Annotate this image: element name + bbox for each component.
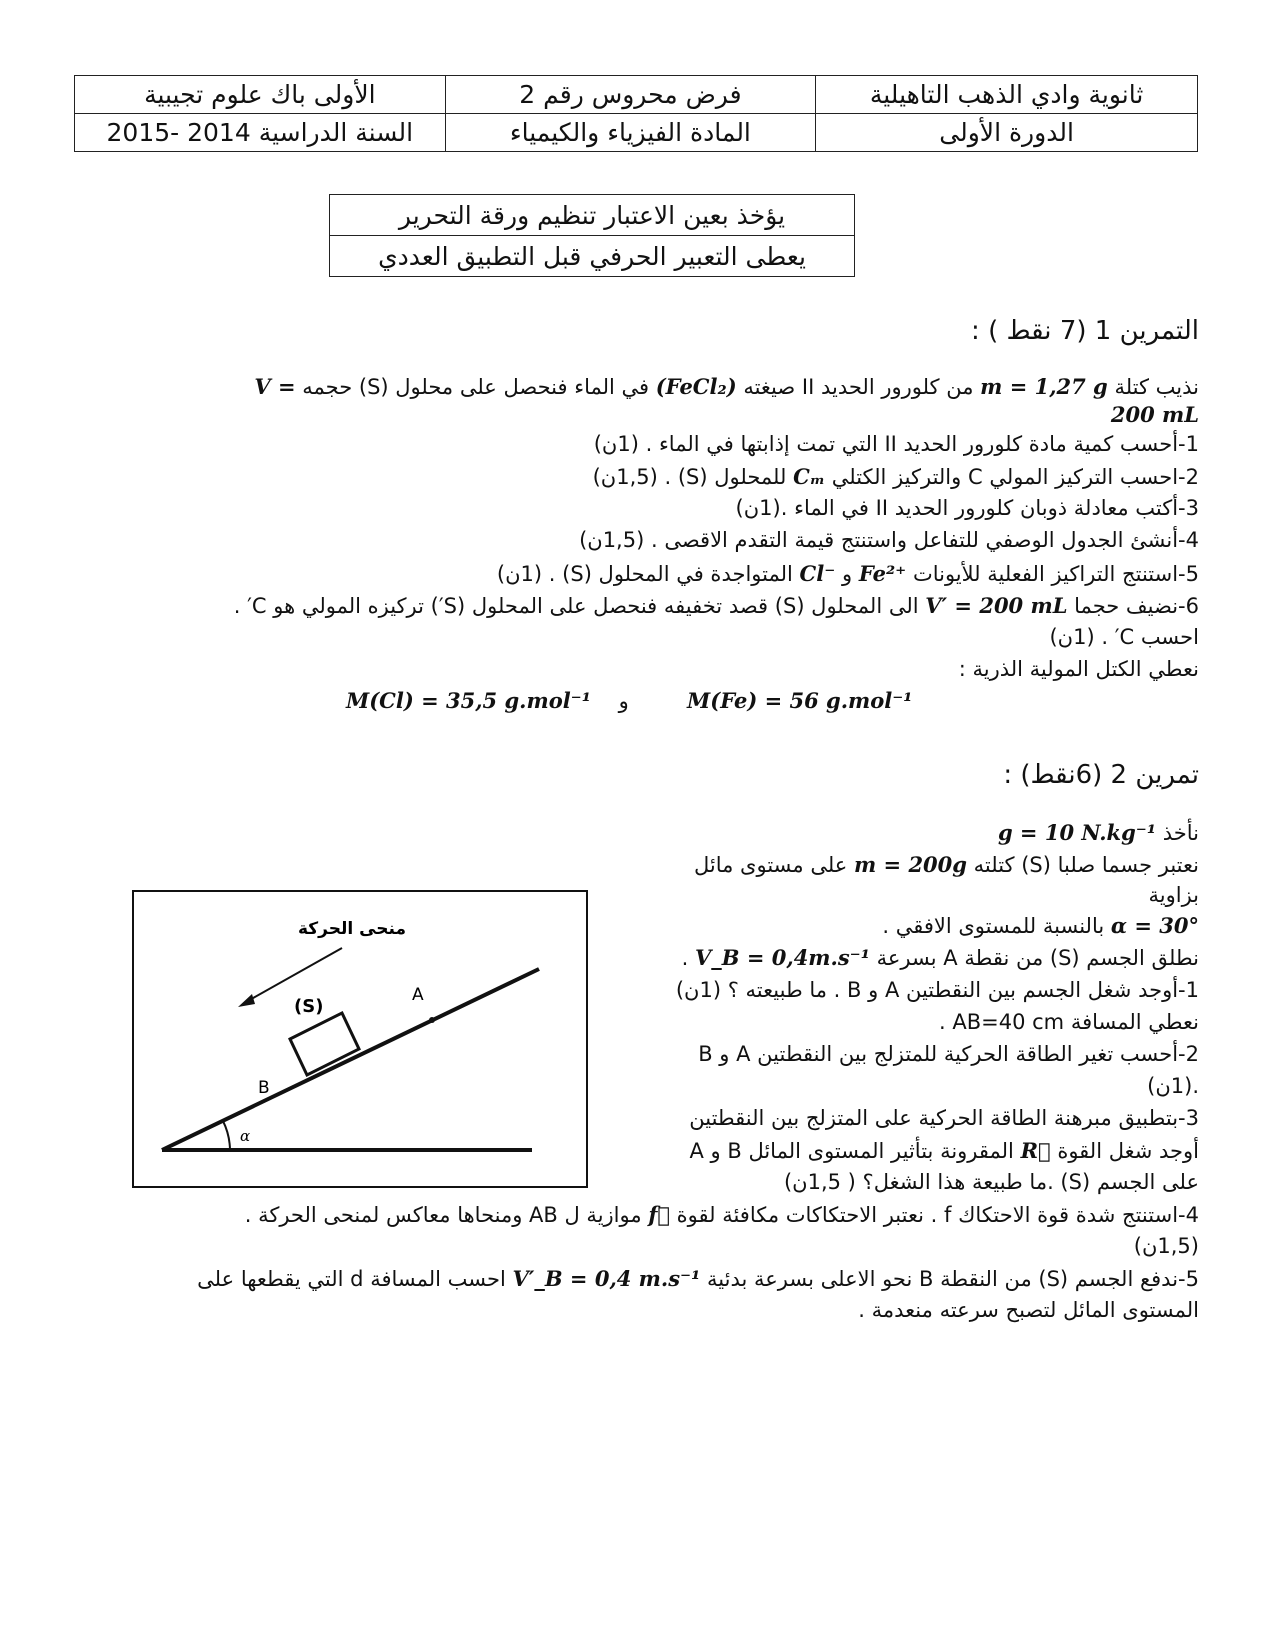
instruction-2: يعطى التعبير الحرفي قبل التطبيق العددي — [330, 236, 855, 277]
ex2-q3-b1: A و B أوجد شغل القوة — [689, 1139, 1199, 1163]
session: الدورة الأولى — [816, 114, 1198, 152]
ex2-q4 — [245, 1202, 1199, 1227]
ex2-q5 — [197, 1266, 1199, 1291]
ex2-q3-r: R⃗ — [1020, 1138, 1051, 1163]
ex1-volume-line — [1111, 402, 1199, 427]
ex2-q5-b: احسب المسافة d التي يقطعها على — [197, 1267, 506, 1291]
ex2-line-4 — [619, 913, 1199, 938]
ex2-l5-b: . — [681, 946, 689, 970]
ex2-q4-b: موازية ل AB ومنحاها معاكس لمنحى الحركة . — [244, 1203, 642, 1227]
ex1-q5 — [497, 561, 1199, 586]
ex1-q3: 3-أكتب معادلة ذوبان كلورور الحديد II في الماء .(1ن) — [735, 496, 1199, 520]
ex1-intro-line — [254, 374, 1199, 399]
ex2-l2-m: m = 200g — [854, 852, 967, 877]
ex1-q5-and: و — [842, 562, 853, 586]
angle-label: α — [240, 1127, 251, 1145]
class-level: الأولى باك علوم تجيبية — [75, 76, 446, 114]
school-year: السنة الدراسية 2014 -2015 — [75, 114, 446, 152]
ex2-q4-f: f⃗ — [648, 1202, 670, 1227]
ex1-molar-masses — [346, 688, 913, 713]
motion-arrow-shaft — [246, 948, 342, 1002]
point-b-label: B — [258, 1078, 270, 1098]
header-row-2 — [75, 114, 1198, 152]
ex1-given-intro: نعطي الكتل المولية الذرية : — [958, 657, 1199, 681]
motion-direction-label: منحى الحركة — [297, 919, 407, 939]
ex2-line-g — [619, 820, 1199, 845]
ex2-q3-b2: المقرونة بتأثير المستوى المائل — [748, 1139, 1014, 1163]
angle-arc — [223, 1121, 230, 1150]
subject: المادة الفيزياء والكيمياء — [445, 114, 816, 152]
ex1-m-fe: M(Fe) = 56 g.mol⁻¹ — [687, 688, 913, 713]
ex2-line-2 — [619, 852, 1199, 877]
ex2-vb: V_B = 0,4m.s⁻¹ — [695, 945, 870, 970]
ex1-q5-a: 5-استنتج التراكيز الفعلية للأيونات — [912, 562, 1199, 586]
ex1-and: و — [618, 689, 629, 713]
ex1-q2-a: 2-احسب التركيز المولي C والتركيز الكتلي — [831, 465, 1199, 489]
ex2-q4-c: (1,5ن) — [1133, 1234, 1199, 1258]
ex1-q5-b: المتواجدة في المحلول (S) . (1ن) — [496, 562, 793, 586]
ex1-q6-c: احسب C′ . (1ن) — [1049, 625, 1199, 649]
ex1-q2-b: للمحلول (S) . (1,5ن) — [592, 465, 787, 489]
ex1-formula: (FeCl₂) — [655, 374, 737, 399]
body-label: (S) — [294, 996, 324, 1017]
point-a-marker — [429, 1017, 435, 1023]
ex2-q3-b — [619, 1138, 1199, 1163]
ex2-q1-given: نعطي المسافة AB=40 cm . — [939, 1010, 1199, 1034]
ex1-q2 — [593, 464, 1199, 489]
ex1-volume-b: 200 mL — [1110, 402, 1199, 427]
ex2-line-5 — [619, 945, 1199, 970]
ex1-intro-c: في الماء فنحصل على محلول (S) حجمه — [302, 375, 650, 399]
ex2-q1: 1-أوجد شغل الجسم بين النقطتين A و B . ما طبيعته ؟ (1ن) — [675, 978, 1199, 1002]
ex1-q2-cm: Cₘ — [793, 464, 826, 489]
ex2-g: g = 10 N.kg⁻¹ — [997, 820, 1157, 845]
ex2-l4-b: بالنسبة للمستوى الافقي . — [882, 914, 1105, 938]
ex1-q1: 1-أحسب كمية مادة كلورور الحديد II التي تمت إذابتها في الماء . (1ن) — [593, 432, 1199, 456]
ex2-q5-a: 5-ندفع الجسم (S) من النقطة B نحو الاعلى بسرعة بدئية — [707, 1267, 1199, 1291]
ex2-q5-c: المستوى المائل لتصبح سرعته منعدمة . — [858, 1298, 1199, 1322]
motion-arrow-head — [238, 994, 255, 1007]
ex1-q5-cl: Cl⁻ — [799, 561, 836, 586]
exercise-1-title: التمرين 1 (7 نقط ) : — [971, 316, 1199, 346]
ex2-q2-b: .(1ن) — [1147, 1074, 1199, 1098]
exercise-2-title: تمرين 2 (6نقط) : — [1003, 760, 1199, 790]
inclined-plane-figure — [132, 890, 588, 1188]
ex2-q5-v: V′_B = 0,4 m.s⁻¹ — [512, 1266, 701, 1291]
ex2-take: نأخذ — [1162, 821, 1199, 845]
ex2-alpha: α = 30° — [1110, 913, 1199, 938]
ex1-intro-a: نذيب كتلة — [1114, 375, 1199, 399]
instructions-box — [329, 194, 855, 277]
ex1-mass: m = 1,27 g — [980, 374, 1108, 399]
ex1-intro-b: من كلورور الحديد II صيغته — [743, 375, 974, 399]
ex2-q2-a: 2-أحسب تغير الطاقة الحركية للمتزلج بين النقطتين A و B — [698, 1042, 1199, 1066]
instruction-1: يؤخذ بعين الاعتبار تنظيم ورقة التحرير — [330, 195, 855, 236]
ex1-q5-fe: Fe²⁺ — [858, 561, 907, 586]
ex2-q3-c: على الجسم (S) .ما طبيعة هذا الشغل؟ ( 1,5ن) — [783, 1170, 1199, 1194]
ex1-m-cl: M(Cl) = 35,5 g.mol⁻¹ — [346, 688, 591, 713]
ex1-q6-v: V′ = 200 mL — [925, 593, 1068, 618]
ex1-q6-a: 6-نضيف حجما — [1074, 594, 1199, 618]
incline-line — [162, 969, 539, 1150]
ex2-l5-a: نطلق الجسم (S) من نقطة A بسرعة — [876, 946, 1199, 970]
ex2-l2-a: نعتبر جسما صلبا (S) كتلته — [973, 853, 1199, 877]
ex1-q6-b: الى المحلول (S) قصد تخفيفه فنحصل على المحلول (S′) تركيزه المولي هو C′ . — [233, 594, 919, 618]
school-name: ثانوية وادي الذهب التاهيلية — [816, 76, 1198, 114]
ex2-q4-a: 4-استنتج شدة قوة الاحتكاك f . نعتبر الاحتكاكات مكافئة لقوة — [676, 1203, 1199, 1227]
ex1-q6 — [234, 593, 1199, 618]
ex2-q3-a: 3-بتطبيق مبرهنة الطاقة الحركية على المتزلج بين النقطتين — [689, 1106, 1199, 1130]
header-row-1 — [75, 76, 1198, 114]
ex2-l2-b: على مستوى مائل — [693, 853, 848, 877]
point-a-label: A — [412, 985, 424, 1005]
header-table — [74, 75, 1198, 152]
ex1-volume-a: V = — [254, 374, 296, 399]
ex2-line-3: بزاوية — [1148, 883, 1199, 907]
exam-title: فرض محروس رقم 2 — [445, 76, 816, 114]
solid-body-block — [290, 1013, 359, 1075]
ex1-q4: 4-أنشئ الجدول الوصفي للتفاعل واستنتج قيمة التقدم الاقصى . (1,5ن) — [579, 528, 1199, 552]
